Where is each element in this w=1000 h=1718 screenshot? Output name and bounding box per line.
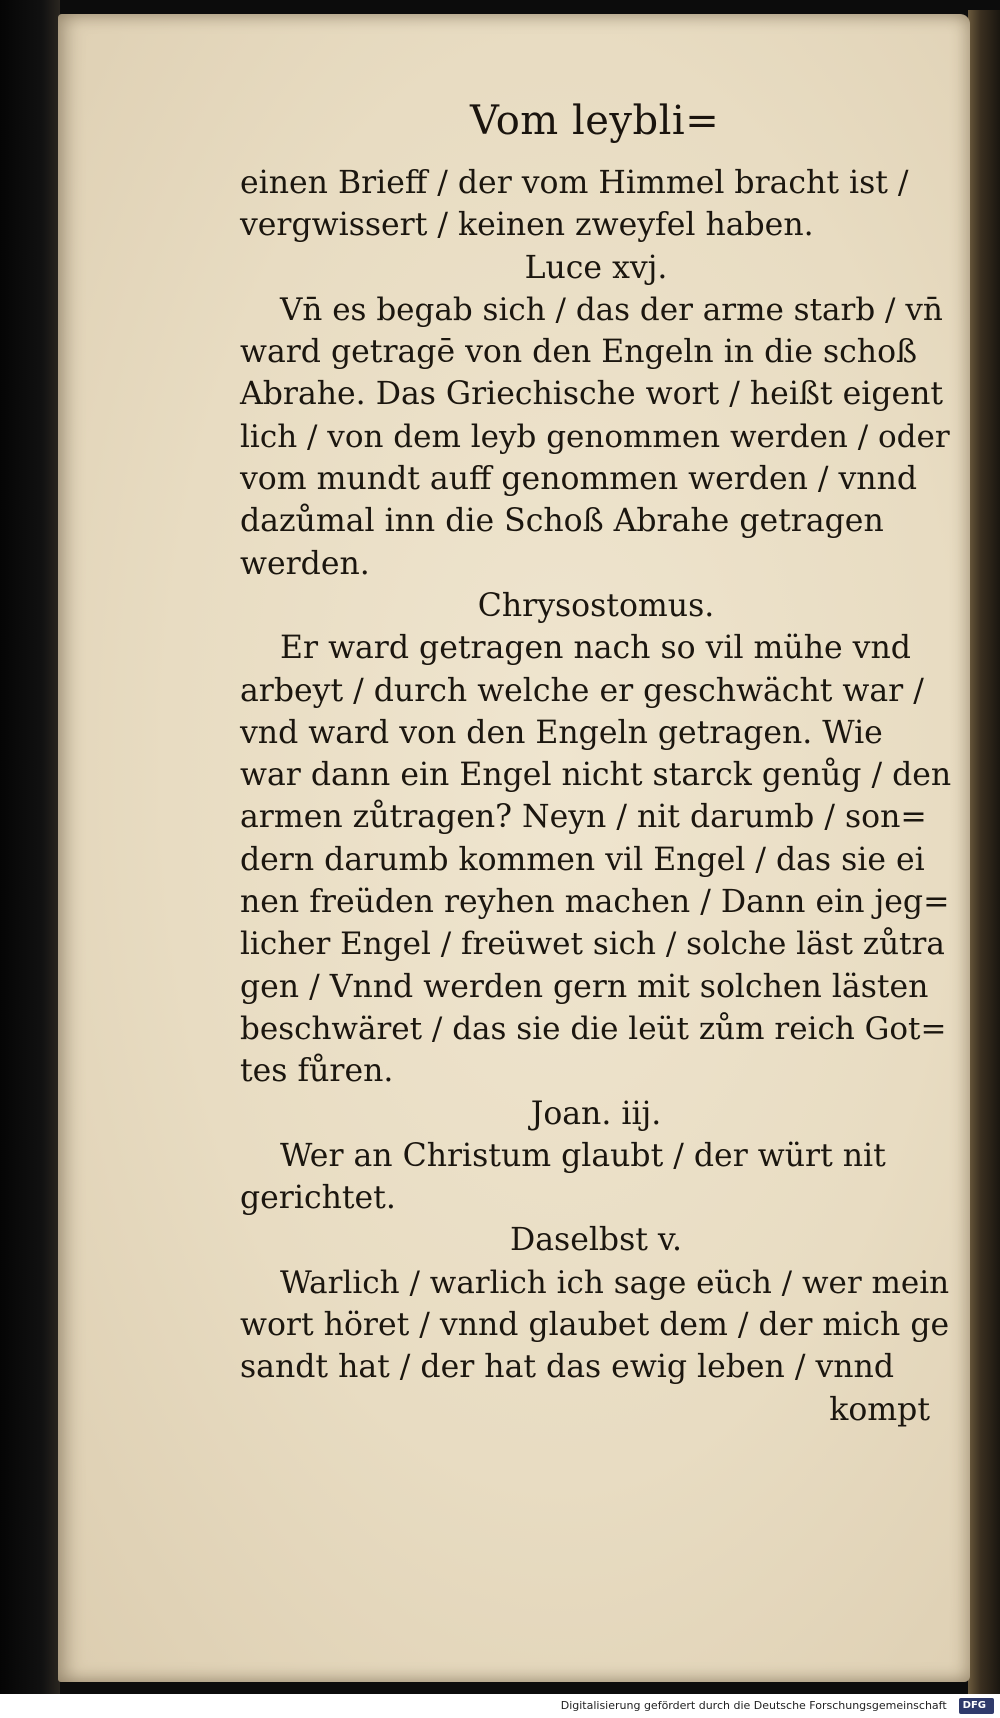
text-line: war dann ein Engel nicht starck genůg / den	[240, 757, 952, 794]
text-line: gerichtet.	[240, 1180, 396, 1217]
text-line: einen Brieff / der vom Himmel bracht ist /	[240, 165, 909, 201]
text-line: arbeyt / durch welche er geschwächt war /	[240, 672, 924, 709]
running-head: Vom leybli=	[470, 98, 720, 144]
text-line: nen freüden reyhen machen / Dann ein jeg=	[240, 884, 950, 921]
text-line: sandt hat / der hat das ewig leben / vnnd	[240, 1349, 895, 1386]
text-line: vom mundt auff genommen werden / vnnd	[240, 461, 918, 498]
text-line: vnd ward von den Engeln getragen. Wie	[240, 714, 883, 751]
footer-bar	[0, 1694, 1000, 1718]
section-heading: Joan. iij.	[530, 1095, 662, 1132]
catchword: kompt	[829, 1391, 930, 1428]
scan-left-shadow	[0, 0, 60, 1718]
text-line: armen zůtragen? Neyn / nit darumb / son=	[240, 799, 927, 836]
dfg-logo-icon: DFG	[959, 1698, 994, 1714]
text-line: licher Engel / freüwet sich / solche läst zůtra	[240, 926, 945, 963]
book-edge	[968, 10, 1000, 1700]
text-line: Er ward getragen nach so vil mühe vnd	[280, 630, 911, 667]
text-line: dern darumb kommen vil Engel / das sie ei	[240, 841, 925, 878]
section-heading: Chrysostomus.	[477, 587, 715, 624]
text-line: Vn̄ es begab sich / das der arme starb / vn̄	[280, 291, 943, 328]
text-line: wort höret / vnnd glaubet dem / der mich ge	[240, 1307, 950, 1344]
text-line: Wer an Christum glaubt / der würt nit	[280, 1137, 886, 1174]
text-line: ward getragē von den Engeln in die schoß	[240, 334, 918, 371]
section-heading: Luce xvj.	[524, 249, 668, 286]
text-line: gen / Vnnd werden gern mit solchen lästen	[240, 968, 929, 1005]
text-line: beschwäret / das sie die leüt zům reich Got=	[240, 1010, 947, 1047]
footer-credit: Digitalisierung gefördert durch die Deutsche Forschungsgemeinschaft	[560, 1699, 947, 1712]
text-line: tes fůren.	[240, 1053, 394, 1090]
text-line: lich / von dem leyb genommen werden / oder	[240, 418, 950, 455]
text-line: dazůmal inn die Schoß Abrahe getragen	[240, 503, 884, 540]
text-line: Abrahe. Das Griechische wort / heißt eigent	[240, 376, 944, 413]
section-heading: Daselbst v.	[510, 1222, 682, 1259]
text-line: Warlich / warlich ich sage eüch / wer mein	[280, 1264, 950, 1301]
text-line: werden.	[240, 545, 370, 582]
text-line: vergwissert / keinen zweyfel haben.	[240, 207, 814, 244]
page-text-block	[240, 162, 952, 1431]
